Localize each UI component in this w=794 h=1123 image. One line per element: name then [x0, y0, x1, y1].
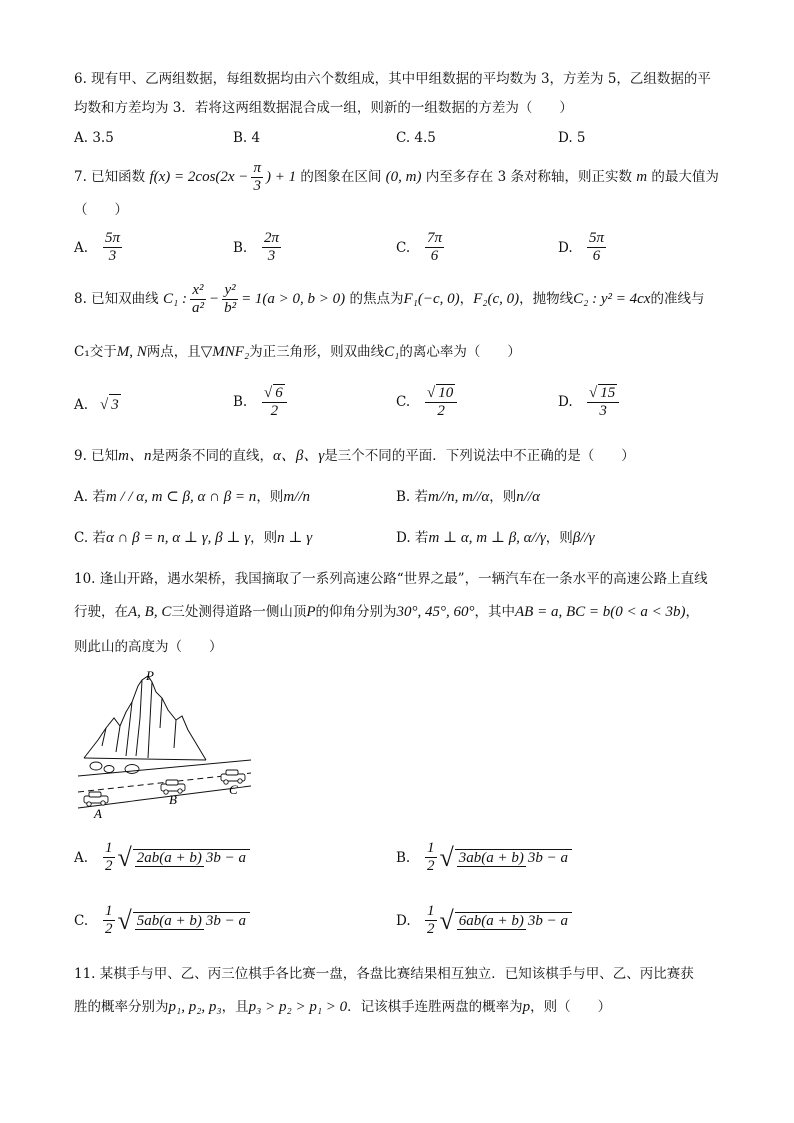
q8-option-d-radical: √: [589, 385, 598, 401]
figure-label-c: C: [229, 782, 238, 797]
q8-x-den: a²: [191, 300, 204, 316]
q10-option-c-den: 2: [105, 921, 113, 937]
q11-line2-mid2: ．记该棋手连胜两盘的概率为: [347, 999, 523, 1015]
q9-pre: 9. 已知: [74, 448, 119, 464]
q10-angles: 30°, 45°, 60°: [396, 604, 475, 620]
q8-y-num: y²: [224, 282, 236, 298]
q6-option-c[interactable]: C. 4.5: [396, 130, 436, 146]
q10-option-d[interactable]: [396, 903, 575, 938]
q7-pre: 7. 已知函数: [74, 169, 146, 185]
q7-func-lhs: f(x) = 2cos(2x −: [149, 169, 249, 185]
q8-line-2: [74, 342, 521, 362]
q10-option-b-num: 1: [427, 840, 435, 856]
q10-option-d-num: 1: [427, 903, 435, 919]
q9-option-b[interactable]: [396, 487, 540, 507]
q8-option-b-den: 2: [270, 403, 279, 419]
figure-label-p: P: [146, 668, 154, 683]
q10-line2-mid3: ，其中: [474, 604, 516, 620]
q8-line2-pre: C₁交于: [74, 344, 117, 360]
q10-option-c-label: C.: [74, 912, 89, 929]
q7-option-b-label: B.: [233, 239, 248, 256]
q10-option-c-radical: √: [117, 905, 132, 935]
q6-option-a[interactable]: A. 3.5: [74, 130, 114, 146]
q9-option-a-res: m//n: [283, 489, 310, 505]
q9-option-a-cond: m / / α, m ⊂ β, α ∩ β = n: [105, 489, 257, 505]
q10-option-c[interactable]: [74, 903, 253, 938]
q11-probs: p₁, p₂, p₃: [168, 999, 222, 1015]
q9-option-d[interactable]: [396, 528, 595, 548]
q7-option-c-num: 7π: [427, 230, 443, 246]
q8-mid2: ，抛物线: [519, 291, 574, 307]
q10-option-b-radical: √: [439, 842, 454, 872]
q11-p: p: [522, 999, 531, 1015]
q8-end: 的准线与: [650, 291, 705, 307]
q10-line2-mid: 三处测得道路一侧山顶: [171, 604, 307, 620]
q6-line-1: 6. 现有甲、乙两组数据，每组数据均由六个数组成，其中甲组数据的平均数为 3，方差为 5，乙组数据的平: [74, 71, 711, 87]
q8-option-b[interactable]: [233, 384, 290, 420]
q7-option-b-frac: [262, 230, 281, 265]
q8-mid: 的焦点为: [349, 291, 404, 307]
figure-label-a: A: [94, 806, 102, 820]
q9-mn: m、n: [118, 448, 152, 464]
q9-option-b-then: ，则: [489, 489, 517, 505]
q8-pre: 8. 已知双曲线: [74, 291, 159, 307]
q7-option-c-den: 6: [430, 248, 439, 264]
q7-pi-over-3: [251, 160, 263, 195]
q6-line-2: 均数和方差均为 3．若将这两组数据混合成一组，则新的一组数据的方差为（ ）: [74, 100, 573, 116]
q10-option-a-radical: √: [117, 842, 132, 872]
q10-p: P: [306, 604, 316, 620]
q7-option-d[interactable]: [558, 230, 609, 265]
q10-option-c-num: 1: [105, 903, 113, 919]
q10-option-b-rnum: 3ab(a + b): [458, 849, 524, 866]
q10-option-d-radical: √: [439, 905, 454, 935]
q8-option-d-frac: [587, 384, 619, 420]
car-a: [84, 792, 108, 806]
q7-line-1: [74, 160, 719, 195]
q8-line-1: [74, 282, 704, 317]
q8-f1: F₁(−c, 0): [403, 291, 460, 307]
cars: [84, 770, 245, 806]
q7-end: 的最大值为: [651, 169, 719, 185]
q9-option-b-res: n//α: [516, 489, 540, 505]
q8-option-a-radicand: 3: [109, 394, 121, 415]
q9-option-c-label: C. 若: [74, 530, 106, 546]
q10-option-a-label: A.: [74, 849, 89, 866]
q7-option-b-den: 3: [267, 248, 276, 264]
q7-option-c-frac: [425, 230, 444, 265]
q11-ineq: p₃ > p₂ > p₁ > 0: [248, 999, 348, 1015]
q10-line2-end: ，: [685, 604, 699, 620]
q9-option-d-cond: m ⊥ α, m ⊥ β, α//γ: [428, 530, 546, 546]
q10-abc: A, B, C: [128, 604, 172, 620]
q9-option-c-cond: α ∩ β = n, α ⊥ γ, β ⊥ γ: [105, 530, 251, 546]
q10-option-a[interactable]: [74, 840, 253, 875]
q8-sep: ，: [459, 291, 474, 307]
q10-option-d-den: 2: [427, 921, 435, 937]
q7-func-rhs: ) + 1: [265, 169, 297, 185]
q8-cond: = 1(a > 0, b > 0): [241, 291, 346, 307]
q10-option-a-rden: 3b − a: [205, 849, 247, 866]
q9-option-b-cond: m//n, m//α: [428, 489, 490, 505]
q7-interval: (0, m): [385, 169, 422, 185]
q8-c1: C₁: [384, 344, 400, 360]
q9-option-b-label: B. 若: [396, 489, 429, 505]
q8-line2-last: 的离心率为（ ）: [399, 344, 521, 360]
q9-option-c-then: ，则: [250, 530, 278, 546]
q8-option-b-radicand: 6: [275, 385, 283, 401]
q8-x-num: x²: [192, 282, 204, 298]
q7-option-b-num: 2π: [264, 230, 280, 246]
q11-line-1: 11. 某棋手与甲、乙、丙三位棋手各比赛一盘，各盘比赛结果相互独立．已知该棋手与甲、乙、丙比赛获: [74, 966, 694, 982]
q9-option-a-label: A. 若: [74, 489, 106, 505]
q11-line2-end: ，则（ ）: [530, 999, 612, 1015]
q10-line-3: 则此山的高度为（ ）: [74, 639, 223, 655]
q8-curve: C₁ :: [162, 291, 187, 307]
q10-option-b-den: 2: [427, 858, 435, 874]
q8-line2-mid: 两点，且: [146, 344, 201, 360]
q7-frac-num: π: [253, 160, 261, 176]
q6-option-b[interactable]: B. 4: [233, 130, 261, 146]
q10-option-a-num: 1: [105, 840, 113, 856]
mountain-outline: [84, 676, 206, 760]
q9-mid: 是两条不同的直线，: [151, 448, 274, 464]
q8-option-c-radicand: 10: [438, 385, 454, 401]
q10-option-a-rnum: 2ab(a + b): [136, 849, 202, 866]
q7-post: 内至多存在 3 条对称轴，则正实数: [425, 169, 632, 185]
q8-option-b-radical: √: [264, 385, 273, 401]
q8-option-d-label: D.: [558, 394, 573, 410]
q8-option-d[interactable]: [558, 384, 622, 420]
q7-frac-den: 3: [253, 178, 261, 194]
q7-line-2: （ ）: [74, 202, 128, 218]
q10-line-1: 10. 逢山开路，遇水架桥，我国摘取了一系列高速公路“世界之最”，一辆汽车在一条水平的高速公路上直线: [74, 571, 708, 587]
q8-f2: F₂(c, 0): [473, 291, 520, 307]
q10-line-2: [74, 602, 699, 622]
q7-option-c-label: C.: [396, 239, 411, 256]
q8-option-b-label: B.: [233, 394, 248, 410]
q8-parab: C₂ : y² = 4cx: [573, 291, 651, 307]
q10-option-b-label: B.: [396, 849, 411, 866]
q7-option-d-label: D.: [558, 239, 573, 256]
q7-option-d-num: 5π: [589, 230, 605, 246]
q8-y-den: b²: [224, 300, 237, 316]
q10-option-c-rnum: 5ab(a + b): [136, 912, 202, 929]
q8-x-frac: [190, 282, 206, 317]
q8-y-frac: [222, 282, 238, 317]
q8-option-c-frac: [425, 384, 457, 420]
q10-option-d-rnum: 6ab(a + b): [458, 912, 524, 929]
q8-option-a-label: A.: [74, 396, 89, 413]
q11-line2-mid: ，且: [221, 999, 249, 1015]
q7-option-a-label: A.: [74, 239, 89, 256]
rocks: [90, 762, 139, 774]
q8-line2-end: 为正三角形，则双曲线: [249, 344, 385, 360]
q11-line2-pre: 胜的概率分别为: [74, 999, 169, 1015]
q10-line2-pre: 行驶，在: [74, 604, 128, 620]
q9-option-d-res: β//γ: [572, 530, 595, 546]
q8-minus: −: [208, 291, 220, 307]
figure-label-b: B: [169, 792, 177, 807]
q9-end: 是三个不同的平面．下列说法中不正确的是（ ）: [324, 448, 635, 464]
q9-option-c[interactable]: [74, 528, 312, 548]
q7-option-a-num: 5π: [105, 230, 121, 246]
q8-option-c[interactable]: [396, 384, 460, 420]
q7-mid: 的图象在区间: [300, 169, 382, 185]
q7-option-a-den: 3: [108, 248, 117, 264]
q10-option-a-den: 2: [105, 858, 113, 874]
q10-option-c-rden: 3b − a: [205, 912, 247, 929]
q10-option-d-rden: 3b − a: [527, 912, 569, 929]
q10-option-b[interactable]: [396, 840, 575, 875]
q8-option-a-radical: √: [100, 397, 109, 413]
q8-mn: M, N: [116, 344, 147, 360]
q10-mountain-road-figure: [76, 668, 256, 820]
q8-option-c-label: C.: [396, 394, 411, 410]
q9-planes: α、β、γ: [273, 448, 325, 464]
q9-line-1: [74, 446, 635, 466]
q9-option-a[interactable]: [74, 487, 310, 507]
q9-option-a-then: ，则: [256, 489, 284, 505]
q8-option-b-frac: [262, 384, 287, 420]
q7-option-a[interactable]: [74, 230, 125, 265]
q7-option-d-den: 6: [592, 248, 601, 264]
q8-option-a[interactable]: [74, 394, 121, 415]
q10-cond: AB = a, BC = b(0 < a < 3b): [515, 604, 686, 620]
q7-option-a-frac: [103, 230, 122, 265]
q10-option-b-rden: 3b − a: [527, 849, 569, 866]
q10-line2-mid2: 的仰角分别为: [315, 604, 397, 620]
q7-option-d-frac: [587, 230, 606, 265]
q8-option-d-radicand: 15: [600, 385, 616, 401]
q7-option-b[interactable]: [233, 230, 284, 265]
q6-option-d[interactable]: D. 5: [558, 130, 586, 146]
q8-option-d-den: 3: [599, 403, 607, 419]
q7-option-c[interactable]: [396, 230, 447, 265]
q8-triangle: ▽MNF₂: [200, 344, 250, 360]
q9-option-d-label: D. 若: [396, 530, 429, 546]
q7-var: m: [636, 169, 648, 185]
q9-option-d-then: ，则: [545, 530, 573, 546]
q9-option-c-res: n ⊥ γ: [277, 530, 313, 546]
q11-line-2: [74, 997, 611, 1017]
q8-option-c-radical: √: [427, 385, 436, 401]
q10-option-d-label: D.: [396, 912, 411, 929]
q8-option-c-den: 2: [437, 403, 445, 419]
